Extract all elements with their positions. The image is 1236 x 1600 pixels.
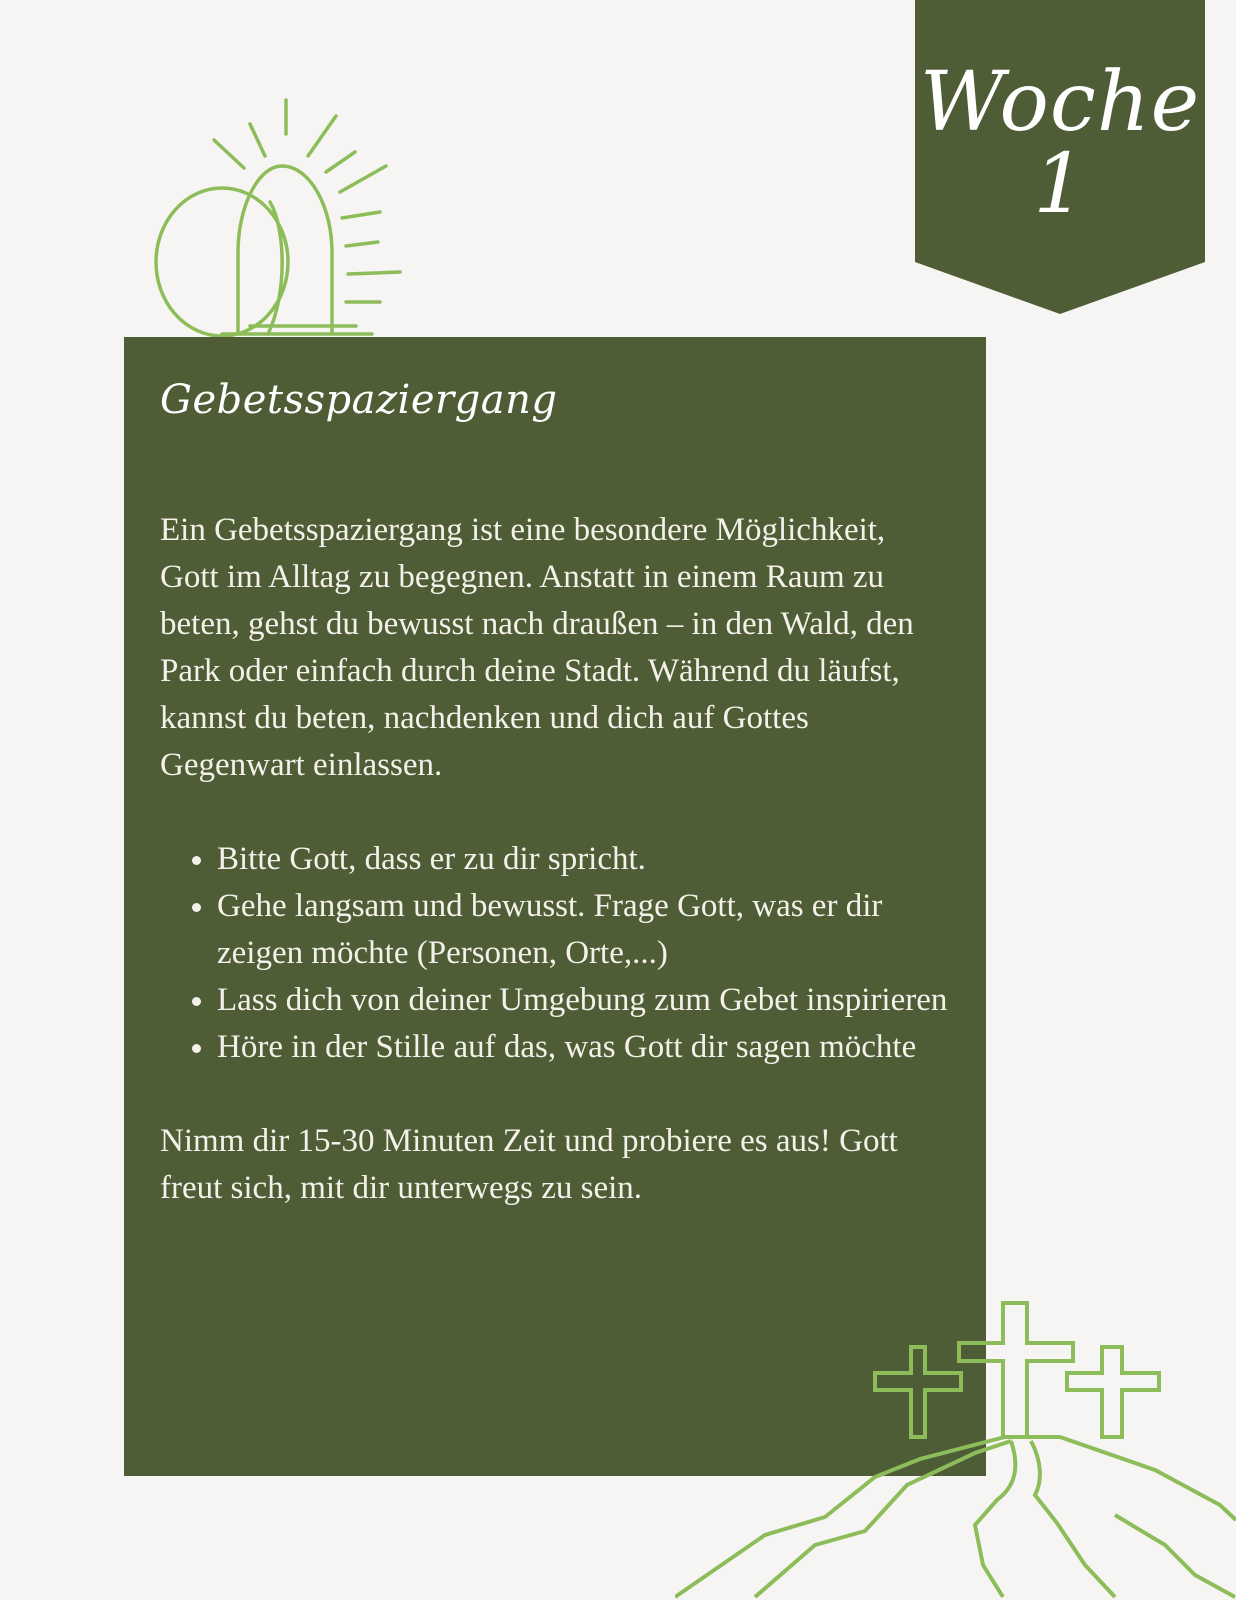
list-item: • Bitte Gott, dass er zu dir spricht. [217,836,950,883]
tips-list [160,836,950,1071]
three-crosses-hill-icon [675,1295,1236,1600]
intro-paragraph: Ein Gebetsspaziergang ist eine besondere Möglichkeit, Gott im Alltag zu begegnen. Anstatt in einem Raum zu beten, gehst du bewusst nach draußen – in den Wald, den Park oder einfach durch deine Stadt. Während du läufst, kannst du beten, nachdenken und dich auf Gottes Gegenwart einlassen. [160,512,914,783]
list-item: • Höre in der Stille auf das, was Gott dir sagen möchte [217,1024,950,1071]
card-body [160,507,950,1212]
closing-paragraph: Nimm dir 15-30 Minuten Zeit und probiere es aus! Gott freut sich, mit dir unterwegs zu sein. [160,1123,898,1206]
empty-tomb-icon [150,92,420,342]
list-item: • Lass dich von deiner Umgebung zum Gebet inspirieren [217,977,950,1024]
week-banner [915,0,1205,314]
list-item: • Gehe langsam und bewusst. Frage Gott, was er dir zeigen möchte (Personen, Orte,...) [217,883,950,977]
card-heading: Gebetsspaziergang [160,377,558,423]
week-title: Woche 1 [919,55,1201,232]
